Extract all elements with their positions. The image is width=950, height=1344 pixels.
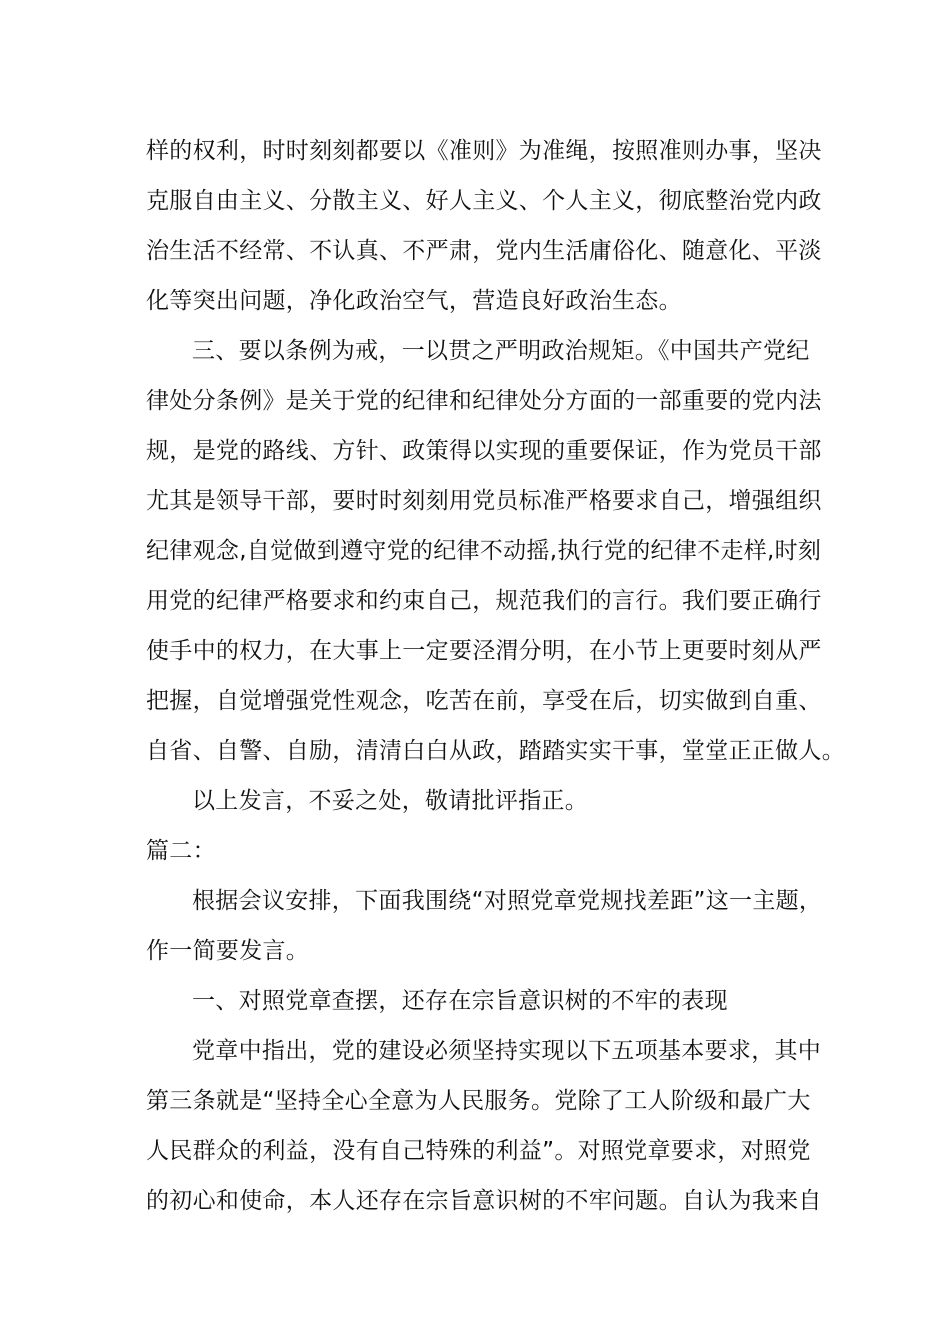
text-line: 人民群众的利益，没有自己特殊的利益”。对照党章要求，对照党 [146, 1138, 811, 1164]
section-heading: 一、对照党章查摆，还存在宗旨意识树的不牢的表现 [192, 988, 728, 1014]
text-line: 化等突出问题，净化政治空气，营造良好政治生态。 [146, 288, 682, 314]
text-line: 自省、自警、自励，清清白白从政，踏踏实实干事，堂堂正正做人。 [146, 738, 845, 764]
text-line: 用党的纪律严格要求和约束自己，规范我们的言行。我们要正确行 [146, 588, 822, 614]
text-line: 使手中的权力，在大事上一定要泾渭分明，在小节上更要时刻从严 [146, 638, 822, 664]
text-line: 的初心和使命，本人还存在宗旨意识树的不牢问题。自认为我来自 [146, 1188, 822, 1214]
text-line: 第三条就是“坚持全心全意为人民服务。党除了工人阶级和最广大 [146, 1088, 811, 1114]
text-line: 把握，自觉增强党性观念，吃苦在前，享受在后，切实做到自重、 [146, 688, 822, 714]
text-line: 律处分条例》是关于党的纪律和纪律处分方面的一部重要的党内法 [146, 388, 822, 414]
text-line: 尤其是领导干部，要时时刻刻用党员标准严格要求自己，增强组织 [146, 488, 822, 514]
text-line: 纪律观念,自觉做到遵守党的纪律不动摇,执行党的纪律不走样,时刻 [146, 538, 822, 564]
part-heading: 篇二： [146, 838, 216, 864]
text-line: 样的权利，时时刻刻都要以《准则》为准绳，按照准则办事，坚决 [146, 138, 822, 164]
text-line: 党章中指出，党的建设必须坚持实现以下五项基本要求，其中 [192, 1038, 822, 1064]
text-line: 治生活不经常、不认真、不严肃，党内生活庸俗化、随意化、平淡 [146, 238, 822, 264]
section-heading: 三、要以条例为戒，一以贯之严明政治规矩。《中国共产党纪 [192, 338, 810, 364]
text-line: 规，是党的路线、方针、政策得以实现的重要保证，作为党员干部 [146, 438, 822, 464]
text-line: 作一简要发言。 [146, 938, 310, 964]
text-line: 根据会议安排，下面我围绕“对照党章党规找差距”这一主题， [192, 888, 823, 914]
text-line: 克服自由主义、分散主义、好人主义、个人主义，彻底整治党内政 [146, 188, 822, 214]
closing-remark: 以上发言，不妥之处，敬请批评指正。 [192, 788, 589, 814]
